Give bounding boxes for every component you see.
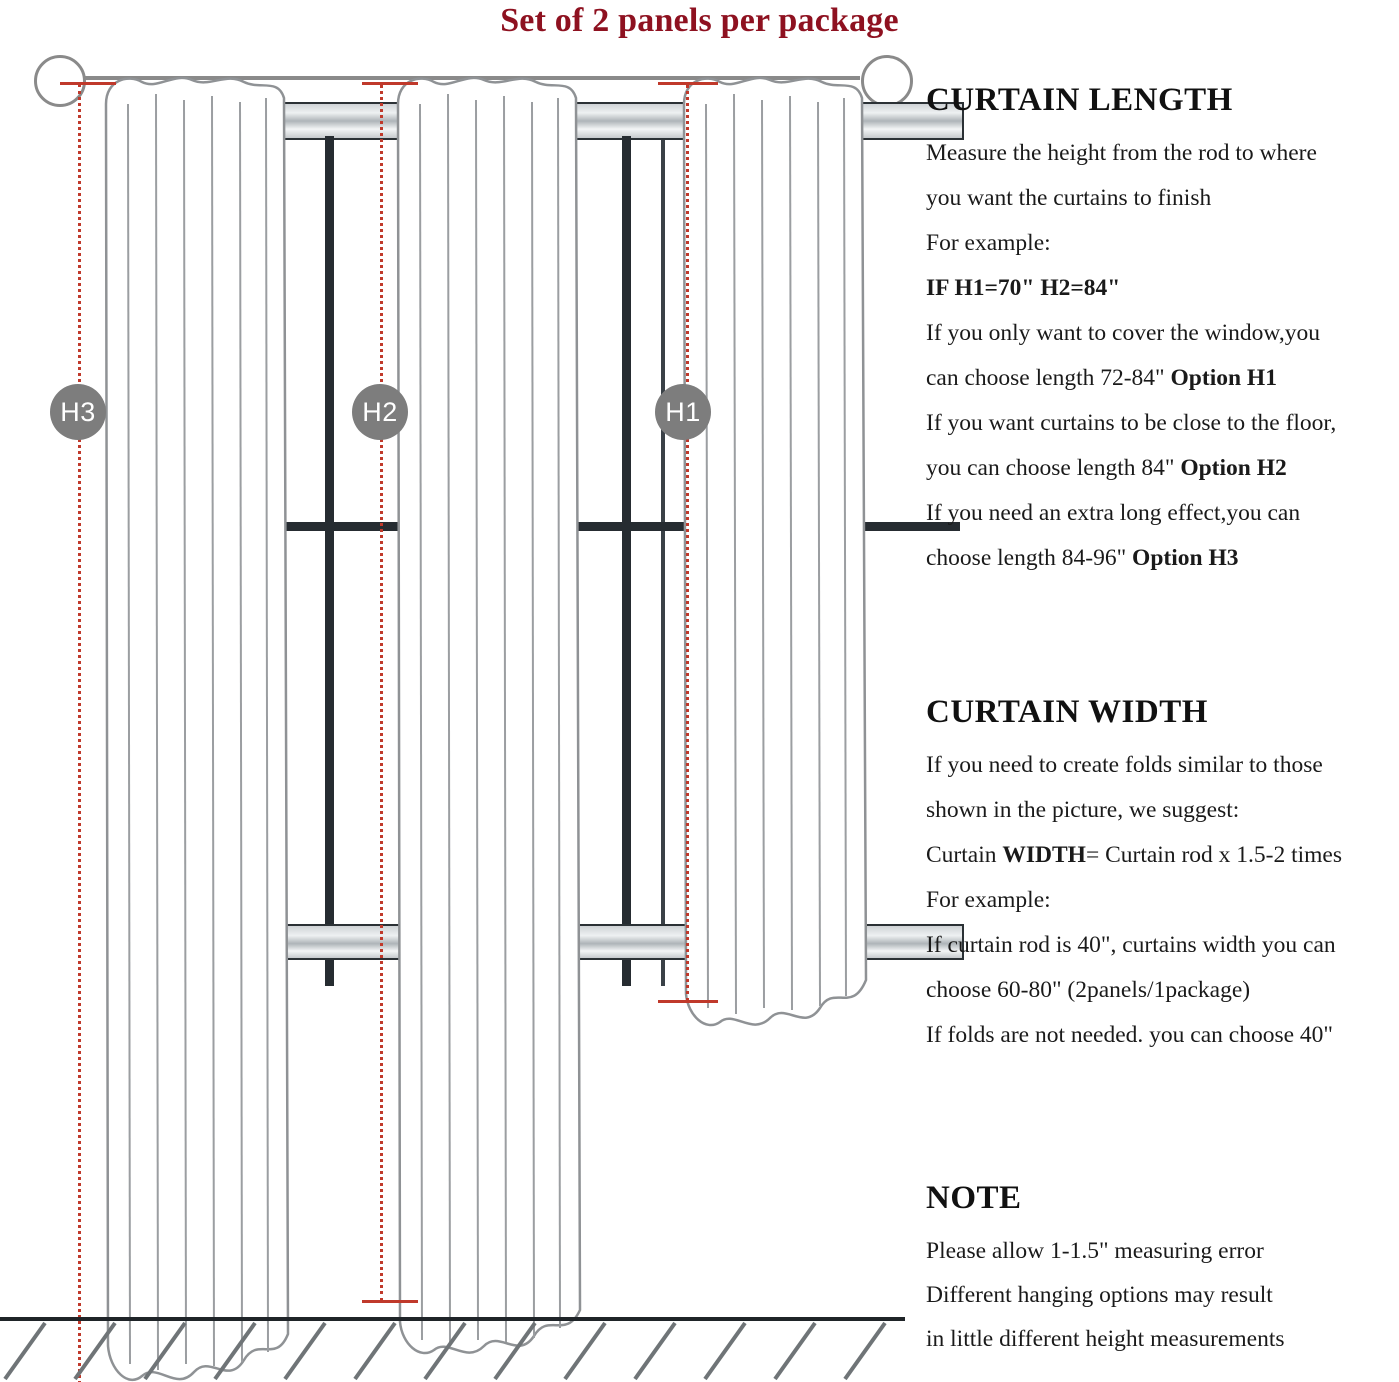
text-line [926,536,1398,581]
section-curtain-width [926,694,1399,1058]
curtain-panel-mid [390,64,590,1364]
section-heading-width: CURTAIN WIDTH [926,694,1208,730]
dimension-line-h1 [686,84,689,1002]
dimension-cap-h2-top [362,82,418,85]
option-h1-label: Option H1 [1170,365,1277,391]
dimension-line-h3 [78,84,81,1382]
text-line: If you want curtains to be close to the floor, [926,410,1337,436]
text-segment: Curtain [926,842,1003,868]
section-curtain-length [926,82,1398,581]
text-line: you want the curtains to finish [926,185,1212,211]
text-segment: you can choose length 84" [926,455,1181,481]
text-line: in little different height measurements [926,1326,1285,1352]
dimension-cap-h2-bottom [362,1300,418,1303]
text-line [926,356,1398,401]
dimension-badge-h2: H2 [352,384,408,440]
section-body-length [926,131,1398,581]
text-line: choose 60-80" (2panels/1package) [926,977,1251,1003]
section-heading-note: NOTE [926,1180,1022,1216]
text-line: If you need an extra long effect,you can [926,500,1301,526]
section-body-width [926,743,1399,1058]
dimension-cap-h3-top [60,82,116,85]
text-segment: can choose length 72-84" [926,365,1171,391]
dimension-line-h2 [380,84,383,1302]
page-title: Set of 2 panels per package [500,2,899,39]
text-line: If folds are not needed. you can choose 40" [926,1022,1333,1048]
option-h3-label: Option H3 [1132,545,1239,571]
dimension-badge-h3: H3 [50,384,106,440]
text-line: If you only want to cover the window,you [926,320,1320,346]
text-segment: = Curtain rod x 1.5-2 times [1085,842,1343,868]
text-line: For example: [926,230,1051,256]
text-line: If you need to create folds similar to those [926,752,1323,778]
text-line [926,833,1399,878]
section-body-note [926,1229,1398,1361]
curtain-panel-short [676,64,876,1044]
text-segment: choose length 84-96" [926,545,1133,571]
curtain-diagram [0,44,905,1382]
dimension-cap-h1-bottom [658,1000,718,1003]
text-line: If curtain rod is 40", curtains width you can [926,932,1336,958]
option-h2-label: Option H2 [1180,455,1287,481]
section-heading-length: CURTAIN LENGTH [926,82,1233,118]
section-note [926,1180,1398,1361]
text-line: shown in the picture, we suggest: [926,797,1240,823]
dimension-cap-h1-top [658,82,718,85]
curtain-panel-long [98,64,298,1382]
dimension-badge-h1: H1 [655,384,711,440]
text-line: For example: [926,887,1051,913]
text-line: Please allow 1-1.5" measuring error [926,1238,1264,1264]
text-line [926,446,1398,491]
width-emphasis: WIDTH [1002,842,1086,868]
floor-hatching [0,1321,905,1381]
text-line-bold: IF H1=70" H2=84" [926,275,1121,301]
text-line: Measure the height from the rod to where [926,140,1317,166]
text-line: Different hanging options may result [926,1282,1273,1308]
